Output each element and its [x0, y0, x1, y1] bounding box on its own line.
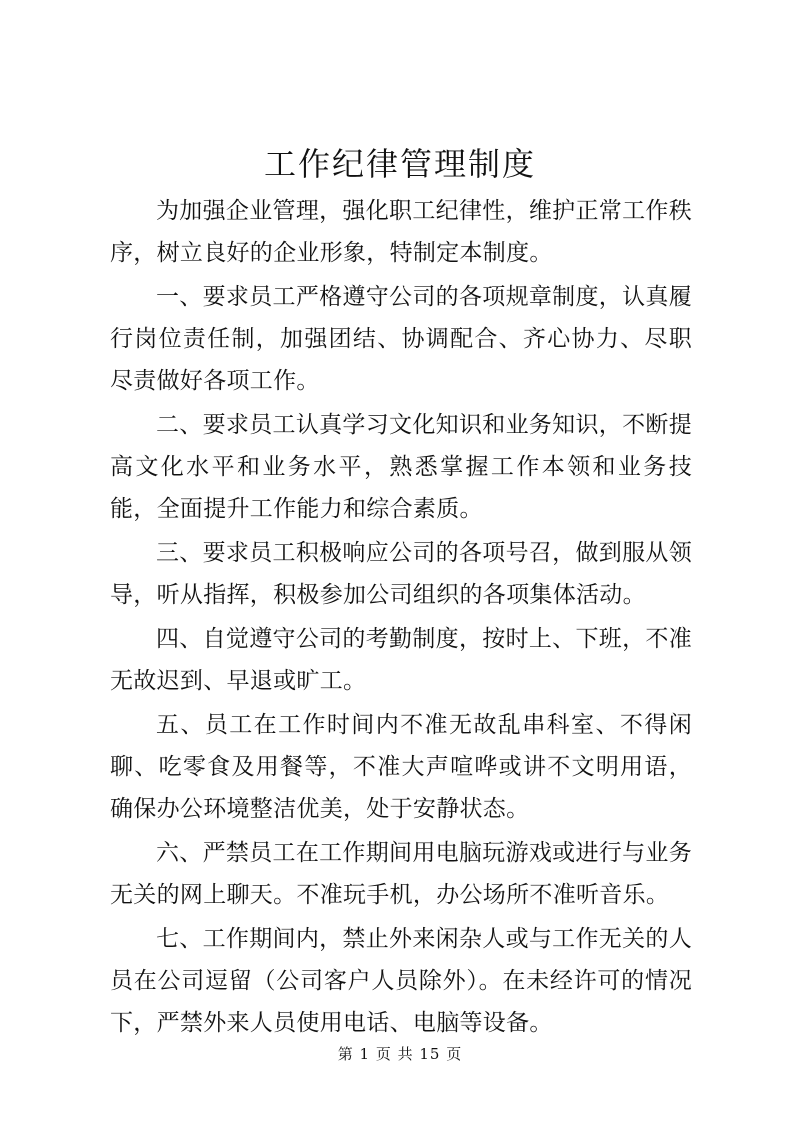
paragraph-rule-6: 六、严禁员工在工作期间用电脑玩游戏或进行与业务无关的网上聊天。不准玩手机，办公场所不准听音乐。 — [110, 840, 692, 908]
paragraph-rule-1: 一、要求员工严格遵守公司的各项规章制度，认真履行岗位责任制，加强团结、协调配合、齐心协力、尽职尽责做好各项工作。 — [110, 284, 692, 394]
document-title: 工作纪律管理制度 — [263, 145, 536, 183]
paragraph-rule-5: 五、员工在工作时间内不准无故乱串科室、不得闲聊、吃零食及用餐等，不准大声喧哗或讲不文明用语，确保办公环境整洁优美，处于安静状态。 — [110, 712, 692, 822]
paragraph-intro: 为加强企业管理，强化职工纪律性，维护正常工作秩序，树立良好的企业形象，特制定本制度。 — [110, 198, 692, 266]
paragraph-rule-2: 二、要求员工认真学习文化知识和业务知识，不断提高文化水平和业务水平，熟悉掌握工作本领和业务技能，全面提升工作能力和综合素质。 — [110, 412, 692, 522]
document-body — [110, 190, 692, 1046]
paragraph-rule-7: 七、工作期间内，禁止外来闲杂人或与工作无关的人员在公司逗留（公司客户人员除外）。在未经许可的情况下，严禁外来人员使用电话、电脑等设备。 — [110, 926, 692, 1036]
paragraph-rule-3: 三、要求员工积极响应公司的各项号召，做到服从领导，听从指挥，积极参加公司组织的各项集体活动。 — [110, 540, 692, 608]
paragraph-rule-4: 四、自觉遵守公司的考勤制度，按时上、下班，不准无故迟到、早退或旷工。 — [110, 626, 692, 694]
page-number-footer: 第 1 页 共 15 页 — [337, 1045, 463, 1063]
